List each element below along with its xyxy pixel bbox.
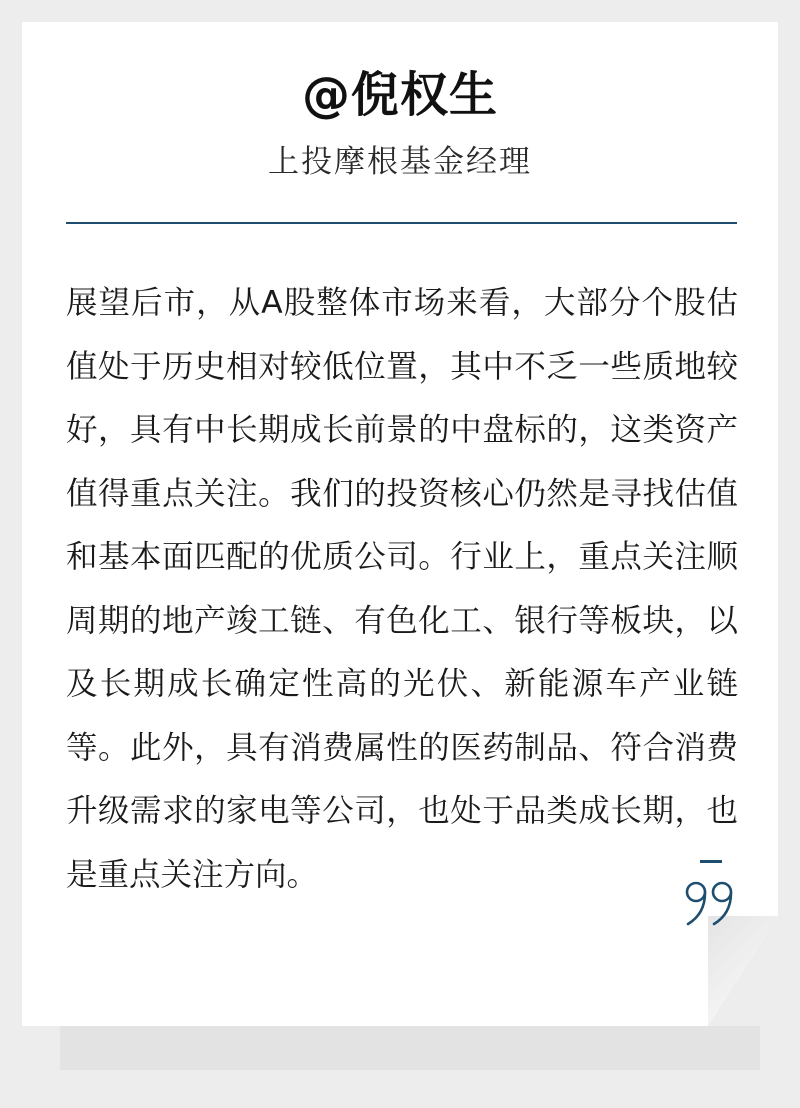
quote-dash-decoration [700,860,722,863]
author-role: 上投摩根基金经理 [268,144,532,180]
header-divider [66,222,737,224]
author-handle: @倪权生 [301,67,498,123]
closing-quote-icon [684,878,738,928]
quote-body-text: 展望后市，从A股整体市场来看，大部分个股估值处于历史相对较低位置，其中不乏一些质地较好，具有中长期成长前景的中盘标的，这类资产值得重点关注。我们的投资核心仍然是寻找估值和基本面匹配的优质公司。行业上，重点关注顺周期的地产竣工链、有色化工、银行等板块，以及长期成长确定性高的光伏、新能源车产业链等。此外，具有消费属性的医药制品、符合消费升级需求的家电等公司，也处于品类成长期，也是重点关注方向。 [66,285,738,893]
